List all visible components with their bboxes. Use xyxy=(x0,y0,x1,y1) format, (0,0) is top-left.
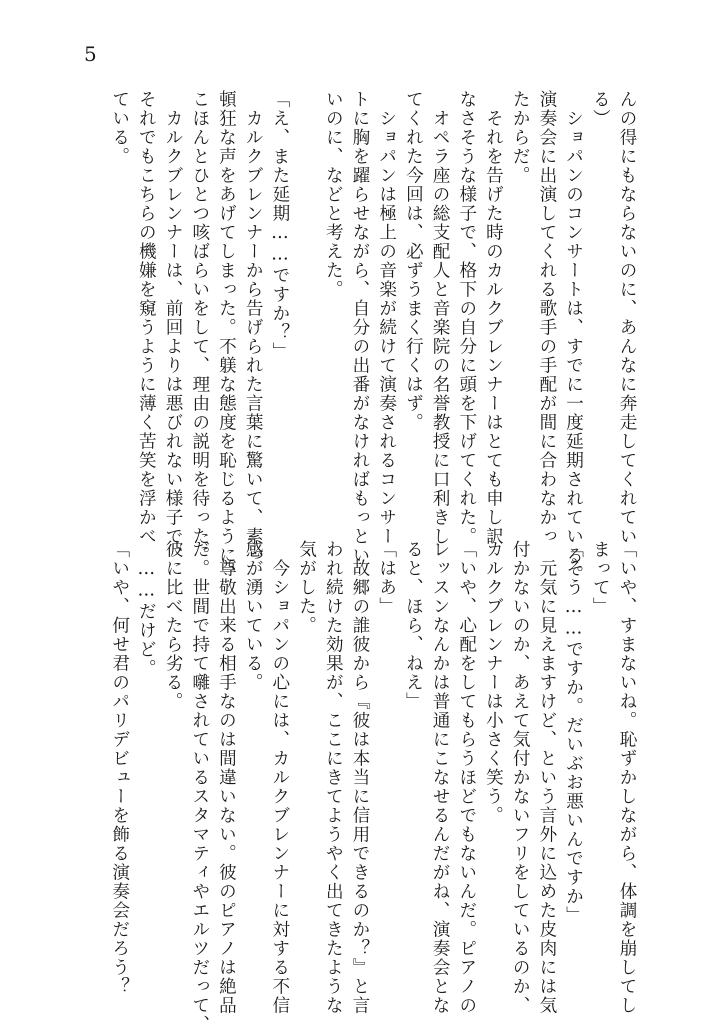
text-line: まって」 xyxy=(590,540,611,616)
text-line: カルクブレンナーから告げられた言葉に驚いて、素っ xyxy=(243,90,264,565)
text-line: 感が湧いている。 xyxy=(243,540,264,692)
text-line: 「いや、すまないね。恥ずかしながら、体調を崩してし xyxy=(617,540,637,1015)
text-line: カルクブレンナーは小さく笑う。 xyxy=(483,540,504,825)
text-line: 今ショパンの心には、カルクブレンナーに対する不信 xyxy=(269,540,290,1015)
text-line: カルクブレンナーは、前回よりは悪びれない様子で、 xyxy=(163,90,184,565)
text-line: ると、ほら、ねえ」 xyxy=(403,540,424,711)
text-line: 故郷の誰彼から『彼は本当に信用できるのか？』と言 xyxy=(349,540,370,1015)
text-line: それを告げた時のカルクブレンナーはとても申し訳 xyxy=(483,90,504,546)
text-line: ショパンは極上の音楽が続けて演奏されるコンサー xyxy=(376,90,397,546)
text-line: 尊敬出来る相手なのは間違いない。彼のピアノは絶品 xyxy=(216,540,237,1015)
text-line: ている。 xyxy=(109,90,130,166)
text-block-bottom xyxy=(106,540,640,1034)
text-line: る） xyxy=(590,90,611,128)
text-line: 「そう……ですか。だいぶお悪いんですか」 xyxy=(563,540,584,925)
text-line: 演奏会に出演してくれる歌手の手配が間に合わなかっ xyxy=(536,90,557,546)
text-line: レッスンなんかは普通にこなせるんだがね、演奏会とな xyxy=(430,540,451,1015)
text-line: それでもこちらの機嫌を窺うように薄く苦笑を浮かべ xyxy=(136,90,157,546)
blank-line xyxy=(293,90,320,500)
text-line: ……だけど。 xyxy=(136,540,157,678)
text-line: 「はあ」 xyxy=(376,540,397,616)
text-line: オペラ座の総支配人と音楽院の名誉教授に口利きし xyxy=(430,90,451,546)
text-line: トに胸を躍らせながら、自分の出番がなければもっとい xyxy=(349,90,370,565)
text-line: 頓狂な声をあげてしまった。不躾な態度を恥じるように、 xyxy=(216,90,237,584)
text-line: 気がした。 xyxy=(296,540,317,635)
page-number: 5 xyxy=(84,42,97,66)
text-line: 彼に比べたら劣る。 xyxy=(163,540,184,711)
text-line: 「え、また延期……ですか？」 xyxy=(269,90,290,361)
text-line: ショパンのコンサートは、すでに一度延期されている。 xyxy=(563,90,584,584)
text-line: 「いや、何せ君のパリデビューを飾る演奏会だろう？ xyxy=(109,540,130,996)
text-line: こほんとひとつ咳ばらいをして、理由の説明を待った。 xyxy=(189,90,210,565)
text-line: んの得にもならないのに、あんなに奔走してくれてい xyxy=(617,90,637,546)
text-line: 元気に見えますけど、という言外に込めた皮肉には気 xyxy=(536,540,557,1015)
text-line: 「いや、心配をしてもらうほどでもないんだ。ピアノの xyxy=(456,540,477,1015)
text-line: なさそうな様子で、格下の自分に頭を下げてくれた。 xyxy=(456,90,477,546)
text-line: われ続けた効果が、ここにきてようやく出てきたような xyxy=(323,540,344,1015)
text-line: いのに、などと考えた。 xyxy=(323,90,344,299)
text-line: だ。世間で持て囃されているスタマティやエルツだって、 xyxy=(189,540,210,1034)
text-line: てくれた今回は、必ずうまく行くはず。 xyxy=(403,90,424,432)
text-line: たからだ。 xyxy=(510,90,531,185)
text-line: 付かないのか、あえて気付かないフリをしているのか、 xyxy=(510,540,531,1015)
